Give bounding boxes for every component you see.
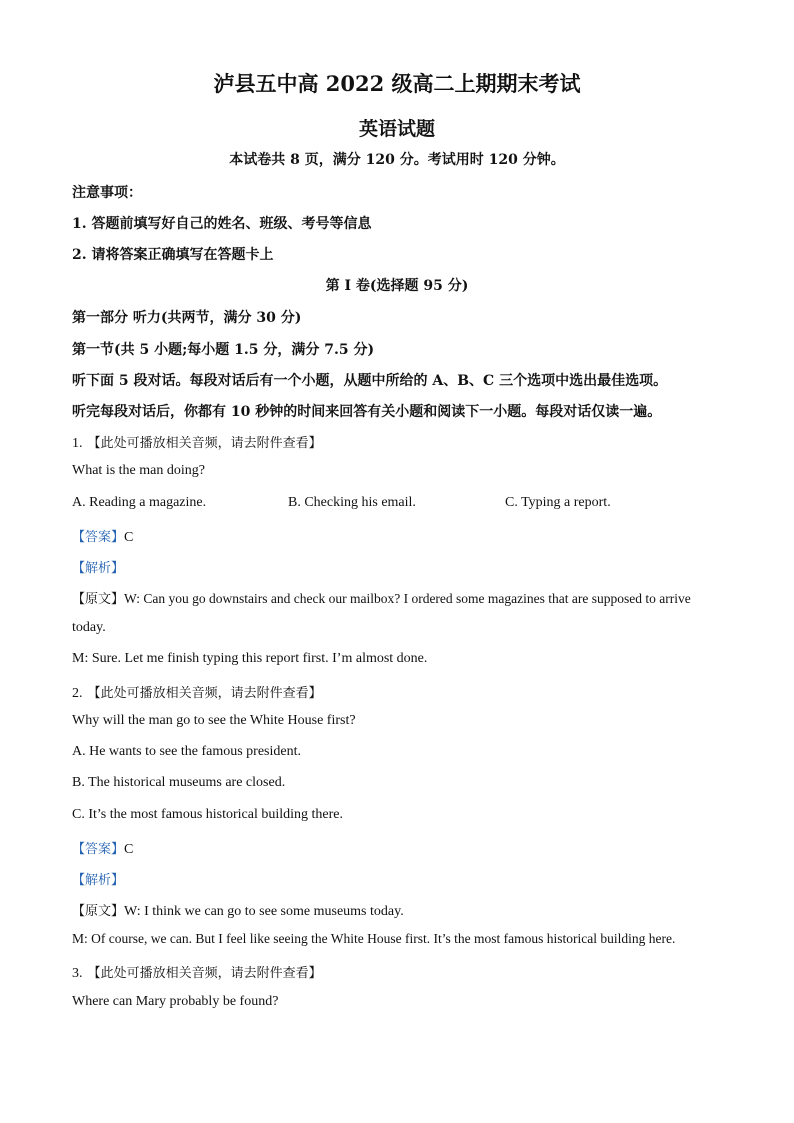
question-2-header (72, 682, 322, 702)
question-number: 1. (72, 436, 83, 451)
analysis-tag: 【解析】 (72, 873, 125, 888)
original-tag: 【原文】 (72, 592, 125, 607)
original-tag: 【原文】 (72, 904, 125, 919)
volume-heading: 第 I 卷(选择题 95 分) (325, 278, 469, 294)
question-1-option-a: A. Reading a magazine. (72, 495, 207, 510)
question-1-option-b: B. Checking his email. (288, 495, 416, 510)
original-line: M: Of course, we can. But I feel like seeing the White House first. It’s the most famous historical building here. (72, 931, 676, 946)
analysis-tag: 【解析】 (72, 561, 125, 576)
question-2-original (72, 900, 404, 920)
question-1-analysis (72, 557, 124, 576)
instruction-line-1: 听下面 5 段对话。每段对话后有一个小题，从题中所给的 A、B、C 三个选项中选出最佳选项。 (72, 373, 668, 389)
part-one-heading: 第一部分 听力(共两节，满分 30 分) (72, 310, 302, 326)
question-3-text: Where can Mary probably be found? (72, 994, 279, 1009)
question-2-text: Why will the man go to see the White House first? (72, 713, 356, 728)
question-2-analysis (72, 869, 124, 888)
notice-item-2: 2. 请将答案正确填写在答题卡上 (72, 247, 274, 263)
answer-value: C (124, 530, 134, 545)
question-1-header (72, 432, 322, 452)
original-line: M: Sure. Let me finish typing this report first. I’m almost done. (72, 651, 428, 666)
audio-note: 【此处可播放相关音频，请去附件查看】 (87, 436, 322, 451)
question-1-text: What is the man doing? (72, 463, 205, 478)
question-number: 3. (72, 966, 83, 981)
exam-subtitle: 英语试题 (358, 118, 435, 140)
question-number: 2. (72, 686, 83, 701)
original-line: W: I think we can go to see some museums today. (124, 904, 404, 919)
original-line: W: Can you go downstairs and check our mailbox? I ordered some magazines that are supposed to arrive (124, 591, 691, 606)
question-2-option-c: C. It’s the most famous historical building there. (72, 807, 344, 822)
answer-tag: 【答案】 (72, 842, 125, 857)
exam-info: 本试卷共 8 页，满分 120 分。考试用时 120 分钟。 (229, 152, 565, 168)
exam-title: 泸县五中高 2022 级高二上期期末考试 (213, 71, 581, 96)
question-1-option-c: C. Typing a report. (505, 495, 611, 510)
question-2-option-b: B. The historical museums are closed. (72, 775, 286, 790)
audio-note: 【此处可播放相关音频，请去附件查看】 (87, 966, 322, 981)
question-1-original (72, 588, 691, 607)
audio-note: 【此处可播放相关音频，请去附件查看】 (87, 686, 322, 701)
question-2-option-a: A. He wants to see the famous president. (72, 744, 301, 759)
question-3-header (72, 962, 322, 982)
original-line: today. (72, 620, 106, 635)
question-2-answer (72, 838, 133, 858)
instruction-line-2: 听完每段对话后，你都有 10 秒钟的时间来回答有关小题和阅读下一小题。每段对话仅读一遍。 (72, 404, 662, 420)
question-1-answer (72, 526, 133, 546)
section-one-heading: 第一节(共 5 小题;每小题 1.5 分，满分 7.5 分) (72, 342, 375, 358)
answer-tag: 【答案】 (72, 530, 125, 545)
notice-heading: 注意事项： (72, 185, 142, 201)
notice-item-1: 1. 答题前填写好自己的姓名、班级、考号等信息 (72, 216, 372, 232)
answer-value: C (124, 842, 134, 857)
